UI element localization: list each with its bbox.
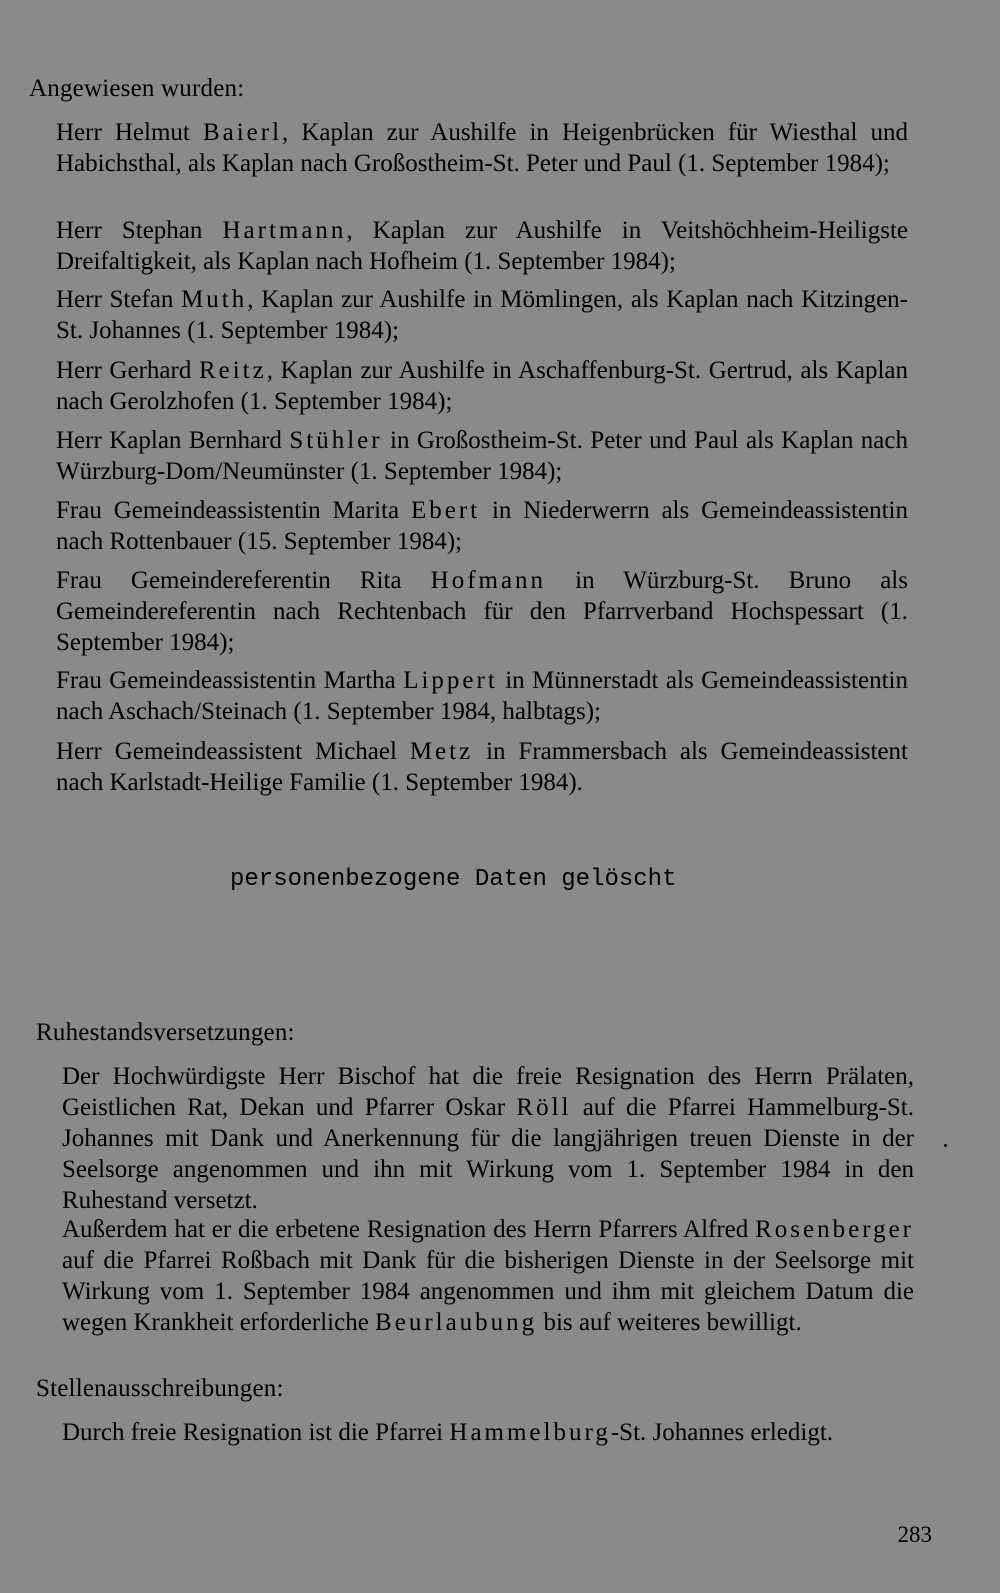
entry-text: Frau Gemeindeassistentin Martha [56,667,404,694]
ruhestand-paragraph-2 [62,1214,914,1338]
section-heading-ruhestand: Ruhestandsversetzungen: [36,1019,295,1046]
entry-lippert [56,665,908,727]
person-name: Muth [181,286,248,313]
entry-text: Herr Gerhard [56,357,199,384]
paragraph-text: Außerdem hat er die erbetene Resignation des Herrn Pfarrers Alfred [62,1216,756,1243]
paragraph-text: bis auf weiteres bewilligt. [537,1309,802,1336]
redaction-notice: personenbezogene Daten gelöscht [230,866,677,893]
entry-text: in Würzburg-St. Bruno als Gemeindereferentin nach Rechtenbach für den Pfarrverband Hochspessart (1. September 1984); [56,567,908,656]
entry-text: Herr Stefan [56,286,182,313]
person-name: Metz [409,738,474,765]
entry-metz [56,736,908,798]
paragraph-text: -St. Johannes erledigt. [610,1419,834,1446]
entry-text: Frau Gemeindereferentin Rita [56,567,431,594]
entry-reitz [56,355,908,417]
entry-text: in Niederwerrn als Gemeindeassistentin nach Rottenbauer (15. September 1984); [56,497,908,555]
entry-text: Herr Stephan [56,217,223,244]
entry-muth [56,284,908,346]
entry-hofmann [56,565,908,658]
entry-text: Herr Helmut [56,119,203,146]
person-name: Ebert [410,497,481,524]
entry-text: in Großostheim-St. Peter und Paul als Kaplan nach Würzburg-Dom/Neumünster (1. September 1984); [56,427,908,485]
person-name: Stühler [289,427,383,454]
entry-text: , Kaplan zur Aushilfe in Veitshöchheim-Heiligste Dreifaltigkeit, als Kaplan nach Hofheim (1. September 1984); [56,217,908,275]
entry-text: , Kaplan zur Aushilfe in Aschaffenburg-St. Gertrud, als Kaplan nach Gerolzhofen (1. September 1984); [56,357,908,415]
person-name: Reitz [198,357,267,384]
entry-text: in Frammersbach als Gemeindeassistent nach Karlstadt-Heilige Familie (1. September 1984). [56,738,908,796]
section-heading-stellen: Stellenausschreibungen: [36,1375,284,1402]
ruhestand-paragraph-1 [62,1061,914,1216]
stellen-paragraph [62,1417,914,1448]
paragraph-text: auf die Pfarrei Roßbach mit Dank für die bisherigen Dienste in der Seelsorge mit Wirkung vom 1. September 1984 angenommen und ihm mit gleichem Datum die wegen Krankheit erforderliche [62,1247,914,1336]
emphasized-word: Beurlaubung [375,1309,538,1336]
entry-hartmann [56,215,908,277]
entry-ebert [56,495,908,557]
entry-text: , Kaplan zur Aushilfe in Heigenbrücken für Wiesthal und Habichsthal, als Kaplan nach Großostheim-St. Peter und Paul (1. September 1984); [56,119,908,177]
entry-text: Frau Gemeindeassistentin Marita [56,497,411,524]
page-number: 283 [897,1522,932,1547]
person-name: Lippert [403,667,498,694]
person-name: Rosenberger [755,1216,914,1243]
paragraph-text: Der Hochwürdigste Herr Bischof hat die freie Resignation des Herrn Prälaten, Geistlichen Rat, Dekan und Pfarrer Oskar [62,1063,914,1121]
section-heading-angewiesen: Angewiesen wurden: [29,75,245,102]
entry-stuehler [56,425,908,487]
entry-baierl [56,117,908,179]
paragraph-text: auf die Pfarrei Hammelburg-St. Johannes mit Dank und Anerkennung für die langjährigen treuen Dienste in der Seelsorge angenommen und ihn mit Wirkung vom 1. September 1984 in den Ruhestand versetzt. [62,1094,914,1214]
person-name: Hofmann [430,567,547,594]
entry-text: in Münnerstadt als Gemeindeassistentin nach Aschach/Steinach (1. September 1984, halbtags); [56,667,908,725]
person-name: Hartmann [222,217,347,244]
entry-text: , Kaplan zur Aushilfe in Mömlingen, als Kaplan nach Kitzingen-St. Johannes (1. September 1984); [56,286,908,344]
person-name: Baierl [202,119,283,146]
scan-speck [944,1144,947,1147]
entry-text: Herr Kaplan Bernhard [56,427,290,454]
person-name: Röll [516,1094,572,1121]
parish-name: Hammelburg [449,1419,611,1446]
entry-text: Herr Gemeindeassistent Michael [56,738,410,765]
paragraph-text: Durch freie Resignation ist die Pfarrei [62,1419,450,1446]
